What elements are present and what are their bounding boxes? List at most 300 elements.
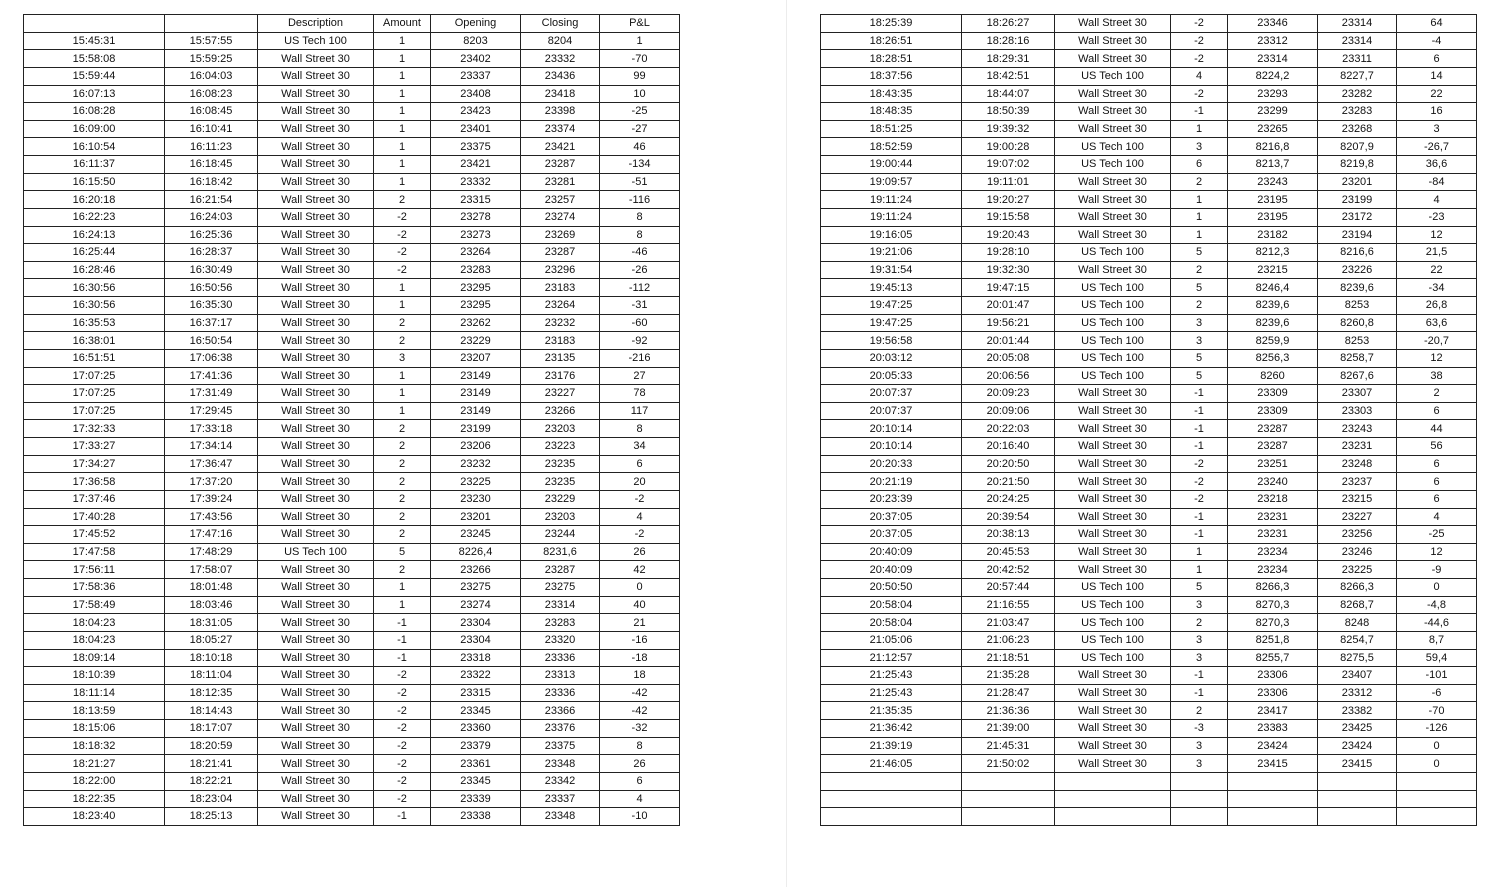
table-row bbox=[821, 138, 1477, 156]
table-row bbox=[24, 402, 680, 420]
opening-cell: 23401 bbox=[431, 120, 521, 138]
open-time-cell: 16:10:54 bbox=[24, 138, 165, 156]
opening-cell: 23231 bbox=[1228, 526, 1318, 544]
open-time-cell: 16:08:28 bbox=[24, 103, 165, 121]
amount-cell: -2 bbox=[374, 720, 431, 738]
table-row bbox=[24, 561, 680, 579]
amount-cell: -1 bbox=[1171, 103, 1228, 121]
description-cell: Wall Street 30 bbox=[258, 702, 374, 720]
open-time-cell: 17:58:49 bbox=[24, 596, 165, 614]
opening-cell: 8213,7 bbox=[1228, 156, 1318, 174]
amount-cell: 1 bbox=[1171, 226, 1228, 244]
close-time-cell: 19:32:30 bbox=[962, 261, 1055, 279]
closing-cell: 23436 bbox=[521, 67, 600, 85]
amount-cell: 2 bbox=[1171, 297, 1228, 315]
left-trades-table bbox=[23, 14, 680, 826]
opening-cell: 23402 bbox=[431, 50, 521, 68]
opening-cell: 23379 bbox=[431, 737, 521, 755]
close-time-cell: 17:47:16 bbox=[165, 526, 258, 544]
table-row bbox=[24, 50, 680, 68]
opening-cell: 23199 bbox=[431, 420, 521, 438]
amount-cell: 2 bbox=[374, 473, 431, 491]
closing-cell: 8266,3 bbox=[1318, 579, 1397, 597]
pnl-cell: 38 bbox=[1397, 367, 1477, 385]
description-cell: Wall Street 30 bbox=[258, 156, 374, 174]
open-time-cell: 18:48:35 bbox=[821, 103, 962, 121]
pnl-cell: -126 bbox=[1397, 720, 1477, 738]
opening-cell: 23275 bbox=[431, 579, 521, 597]
pnl-cell: -134 bbox=[600, 156, 680, 174]
table-row bbox=[24, 191, 680, 209]
close-time-cell: 16:25:36 bbox=[165, 226, 258, 244]
opening-cell: 23234 bbox=[1228, 543, 1318, 561]
close-time-cell: 19:28:10 bbox=[962, 244, 1055, 262]
open-time-cell: 19:21:06 bbox=[821, 244, 962, 262]
page-divider bbox=[786, 0, 787, 887]
open-time-cell: 18:18:32 bbox=[24, 737, 165, 755]
amount-cell: 2 bbox=[374, 191, 431, 209]
open-time-cell: 19:09:57 bbox=[821, 173, 962, 191]
pnl-cell: 56 bbox=[1397, 438, 1477, 456]
description-cell: Wall Street 30 bbox=[258, 561, 374, 579]
closing-cell: 8239,6 bbox=[1318, 279, 1397, 297]
open-time-cell: 17:34:27 bbox=[24, 455, 165, 473]
closing-cell: 8253 bbox=[1318, 332, 1397, 350]
close-time-cell: 19:00:28 bbox=[962, 138, 1055, 156]
pnl-cell: 36,6 bbox=[1397, 156, 1477, 174]
table-row bbox=[821, 543, 1477, 561]
description-cell: Wall Street 30 bbox=[1055, 543, 1171, 561]
close-time-cell: 18:21:41 bbox=[165, 755, 258, 773]
closing-cell: 23235 bbox=[521, 473, 600, 491]
table-row bbox=[24, 684, 680, 702]
amount-cell: 1 bbox=[374, 103, 431, 121]
closing-cell: 23348 bbox=[521, 755, 600, 773]
open-time-cell: 15:45:31 bbox=[24, 32, 165, 50]
amount-cell: -2 bbox=[374, 790, 431, 808]
close-time-cell: 16:35:30 bbox=[165, 297, 258, 315]
close-time-cell: 18:17:07 bbox=[165, 720, 258, 738]
open-time-cell: 21:35:35 bbox=[821, 702, 962, 720]
pnl-cell: 0 bbox=[600, 579, 680, 597]
open-time-cell: 16:51:51 bbox=[24, 349, 165, 367]
closing-cell: 8254,7 bbox=[1318, 631, 1397, 649]
closing-cell: 23424 bbox=[1318, 737, 1397, 755]
close-time-cell: 18:10:18 bbox=[165, 649, 258, 667]
opening-cell: 23318 bbox=[431, 649, 521, 667]
description-cell: Wall Street 30 bbox=[258, 737, 374, 755]
closing-cell: 23336 bbox=[521, 684, 600, 702]
open-time-cell: 16:24:13 bbox=[24, 226, 165, 244]
closing-cell: 23183 bbox=[521, 332, 600, 350]
pnl-cell: 22 bbox=[1397, 85, 1477, 103]
pnl-cell: -116 bbox=[600, 191, 680, 209]
close-time-cell: 19:20:27 bbox=[962, 191, 1055, 209]
open-time-cell: 18:52:59 bbox=[821, 138, 962, 156]
pnl-cell: -112 bbox=[600, 279, 680, 297]
open-time-cell: 18:25:39 bbox=[821, 15, 962, 33]
table-row bbox=[821, 332, 1477, 350]
table-row bbox=[821, 631, 1477, 649]
amount-cell: 3 bbox=[374, 349, 431, 367]
opening-cell: 23423 bbox=[431, 103, 521, 121]
pnl-cell: 40 bbox=[600, 596, 680, 614]
amount-cell: 1 bbox=[374, 50, 431, 68]
closing-cell: 23248 bbox=[1318, 455, 1397, 473]
pnl-cell: 4 bbox=[600, 790, 680, 808]
closing-cell: 23375 bbox=[521, 737, 600, 755]
closing-cell bbox=[1318, 790, 1397, 808]
amount-cell: 3 bbox=[1171, 596, 1228, 614]
closing-cell: 8207,9 bbox=[1318, 138, 1397, 156]
closing-cell: 23296 bbox=[521, 261, 600, 279]
closing-cell bbox=[1318, 808, 1397, 826]
table-row bbox=[821, 596, 1477, 614]
closing-cell: 23243 bbox=[1318, 420, 1397, 438]
amount-cell: -2 bbox=[374, 261, 431, 279]
opening-cell bbox=[1228, 772, 1318, 790]
open-time-cell: 16:25:44 bbox=[24, 244, 165, 262]
description-cell: Wall Street 30 bbox=[258, 244, 374, 262]
table-row bbox=[24, 208, 680, 226]
table-row bbox=[821, 702, 1477, 720]
closing-cell: 23314 bbox=[521, 596, 600, 614]
description-cell: Wall Street 30 bbox=[258, 208, 374, 226]
pnl-cell: 46 bbox=[600, 138, 680, 156]
description-cell: Wall Street 30 bbox=[1055, 737, 1171, 755]
open-time-cell: 16:07:13 bbox=[24, 85, 165, 103]
close-time-cell: 20:21:50 bbox=[962, 473, 1055, 491]
close-time-cell: 19:11:01 bbox=[962, 173, 1055, 191]
pnl-cell: -101 bbox=[1397, 667, 1477, 685]
pnl-cell: -42 bbox=[600, 702, 680, 720]
table-row bbox=[821, 579, 1477, 597]
opening-cell: 23283 bbox=[431, 261, 521, 279]
opening-cell: 23309 bbox=[1228, 385, 1318, 403]
opening-cell: 8270,3 bbox=[1228, 596, 1318, 614]
pnl-cell: 3 bbox=[1397, 120, 1477, 138]
close-time-cell: 20:20:50 bbox=[962, 455, 1055, 473]
description-cell: US Tech 100 bbox=[1055, 332, 1171, 350]
table-row bbox=[821, 15, 1477, 33]
description-cell: Wall Street 30 bbox=[258, 120, 374, 138]
table-row bbox=[821, 684, 1477, 702]
pnl-cell: 6 bbox=[600, 455, 680, 473]
pnl-cell: 12 bbox=[1397, 349, 1477, 367]
close-time-cell: 20:01:44 bbox=[962, 332, 1055, 350]
table-row bbox=[821, 50, 1477, 68]
open-time-cell: 20:50:50 bbox=[821, 579, 962, 597]
closing-cell: 23203 bbox=[521, 420, 600, 438]
table-row bbox=[24, 543, 680, 561]
close-time-cell: 18:20:59 bbox=[165, 737, 258, 755]
table-row bbox=[821, 244, 1477, 262]
description-cell: Wall Street 30 bbox=[1055, 191, 1171, 209]
closing-cell: 23237 bbox=[1318, 473, 1397, 491]
open-time-cell: 18:43:35 bbox=[821, 85, 962, 103]
closing-cell: 8231,6 bbox=[521, 543, 600, 561]
close-time-cell: 18:25:13 bbox=[165, 808, 258, 826]
amount-cell: 1 bbox=[374, 385, 431, 403]
pnl-cell: -70 bbox=[600, 50, 680, 68]
table-row bbox=[24, 649, 680, 667]
opening-cell: 23273 bbox=[431, 226, 521, 244]
close-time-cell: 17:31:49 bbox=[165, 385, 258, 403]
header-description: Description bbox=[258, 15, 374, 33]
amount-cell: 1 bbox=[374, 297, 431, 315]
table-row bbox=[24, 367, 680, 385]
close-time-cell: 18:11:04 bbox=[165, 667, 258, 685]
opening-cell: 23215 bbox=[1228, 261, 1318, 279]
amount-cell: 1 bbox=[374, 279, 431, 297]
pnl-cell: 6 bbox=[1397, 402, 1477, 420]
description-cell: Wall Street 30 bbox=[258, 579, 374, 597]
pnl-cell: 0 bbox=[1397, 755, 1477, 773]
close-time-cell: 20:22:03 bbox=[962, 420, 1055, 438]
header-closing: Closing bbox=[521, 15, 600, 33]
amount-cell: -1 bbox=[374, 649, 431, 667]
closing-cell: 23194 bbox=[1318, 226, 1397, 244]
pnl-cell: 6 bbox=[1397, 473, 1477, 491]
open-time-cell: 20:21:19 bbox=[821, 473, 962, 491]
open-time-cell: 16:22:23 bbox=[24, 208, 165, 226]
amount-cell: -2 bbox=[374, 737, 431, 755]
description-cell: Wall Street 30 bbox=[1055, 684, 1171, 702]
open-time-cell: 17:07:25 bbox=[24, 367, 165, 385]
opening-cell: 8212,3 bbox=[1228, 244, 1318, 262]
table-row bbox=[24, 702, 680, 720]
close-time-cell: 21:36:36 bbox=[962, 702, 1055, 720]
description-cell: US Tech 100 bbox=[1055, 367, 1171, 385]
table-row bbox=[24, 455, 680, 473]
amount-cell: 2 bbox=[374, 526, 431, 544]
close-time-cell: 18:12:35 bbox=[165, 684, 258, 702]
pnl-cell: -46 bbox=[600, 244, 680, 262]
description-cell bbox=[1055, 790, 1171, 808]
closing-cell: 23376 bbox=[521, 720, 600, 738]
open-time-cell: 20:07:37 bbox=[821, 385, 962, 403]
close-time-cell: 16:37:17 bbox=[165, 314, 258, 332]
pnl-cell: -60 bbox=[600, 314, 680, 332]
amount-cell: 2 bbox=[1171, 614, 1228, 632]
amount-cell: -2 bbox=[1171, 473, 1228, 491]
closing-cell: 23203 bbox=[521, 508, 600, 526]
closing-cell: 23227 bbox=[1318, 508, 1397, 526]
opening-cell: 23207 bbox=[431, 349, 521, 367]
description-cell: Wall Street 30 bbox=[258, 191, 374, 209]
opening-cell: 8246,4 bbox=[1228, 279, 1318, 297]
amount-cell: 2 bbox=[374, 508, 431, 526]
table-row bbox=[24, 67, 680, 85]
table-row bbox=[24, 667, 680, 685]
amount-cell: 1 bbox=[374, 156, 431, 174]
open-time-cell: 19:45:13 bbox=[821, 279, 962, 297]
open-time-cell: 19:11:24 bbox=[821, 191, 962, 209]
table-row bbox=[24, 473, 680, 491]
amount-cell: -1 bbox=[1171, 420, 1228, 438]
opening-cell: 23322 bbox=[431, 667, 521, 685]
pnl-cell: -51 bbox=[600, 173, 680, 191]
amount-cell: 1 bbox=[374, 32, 431, 50]
closing-cell: 8275,5 bbox=[1318, 649, 1397, 667]
description-cell: Wall Street 30 bbox=[258, 314, 374, 332]
pnl-cell: 12 bbox=[1397, 543, 1477, 561]
description-cell: US Tech 100 bbox=[1055, 244, 1171, 262]
closing-cell: 23374 bbox=[521, 120, 600, 138]
description-cell: Wall Street 30 bbox=[1055, 226, 1171, 244]
opening-cell: 8251,8 bbox=[1228, 631, 1318, 649]
closing-cell: 23215 bbox=[1318, 490, 1397, 508]
amount-cell bbox=[1171, 808, 1228, 826]
amount-cell: 3 bbox=[1171, 737, 1228, 755]
pnl-cell: 1 bbox=[600, 32, 680, 50]
open-time-cell: 20:40:09 bbox=[821, 561, 962, 579]
pnl-cell: 21 bbox=[600, 614, 680, 632]
description-cell: Wall Street 30 bbox=[258, 85, 374, 103]
amount-cell: 1 bbox=[374, 596, 431, 614]
opening-cell: 23218 bbox=[1228, 490, 1318, 508]
close-time-cell: 17:43:56 bbox=[165, 508, 258, 526]
opening-cell: 8216,8 bbox=[1228, 138, 1318, 156]
amount-cell: -1 bbox=[1171, 385, 1228, 403]
table-row bbox=[24, 226, 680, 244]
description-cell: Wall Street 30 bbox=[1055, 720, 1171, 738]
description-cell: Wall Street 30 bbox=[1055, 15, 1171, 33]
pnl-cell: -27 bbox=[600, 120, 680, 138]
pnl-cell: -9 bbox=[1397, 561, 1477, 579]
close-time-cell: 17:36:47 bbox=[165, 455, 258, 473]
closing-cell: 8258,7 bbox=[1318, 349, 1397, 367]
open-time-cell: 18:21:27 bbox=[24, 755, 165, 773]
opening-cell: 23287 bbox=[1228, 438, 1318, 456]
description-cell: US Tech 100 bbox=[1055, 67, 1171, 85]
opening-cell: 8239,6 bbox=[1228, 314, 1318, 332]
closing-cell: 23398 bbox=[521, 103, 600, 121]
close-time-cell: 18:23:04 bbox=[165, 790, 258, 808]
description-cell: Wall Street 30 bbox=[1055, 261, 1171, 279]
description-cell: US Tech 100 bbox=[1055, 349, 1171, 367]
table-row bbox=[821, 772, 1477, 790]
amount-cell bbox=[1171, 772, 1228, 790]
table-row bbox=[821, 614, 1477, 632]
table-row bbox=[821, 508, 1477, 526]
opening-cell: 23293 bbox=[1228, 85, 1318, 103]
pnl-cell bbox=[1397, 772, 1477, 790]
pnl-cell: 4 bbox=[600, 508, 680, 526]
description-cell: Wall Street 30 bbox=[258, 490, 374, 508]
closing-cell: 23246 bbox=[1318, 543, 1397, 561]
description-cell: Wall Street 30 bbox=[258, 420, 374, 438]
closing-cell: 23314 bbox=[1318, 32, 1397, 50]
opening-cell: 23201 bbox=[431, 508, 521, 526]
closing-cell: 23227 bbox=[521, 385, 600, 403]
amount-cell: 3 bbox=[1171, 649, 1228, 667]
amount-cell: 1 bbox=[374, 579, 431, 597]
amount-cell: -1 bbox=[374, 614, 431, 632]
description-cell: Wall Street 30 bbox=[1055, 490, 1171, 508]
close-time-cell: 19:15:58 bbox=[962, 208, 1055, 226]
opening-cell: 23195 bbox=[1228, 208, 1318, 226]
close-time-cell: 21:18:51 bbox=[962, 649, 1055, 667]
amount-cell: 3 bbox=[1171, 332, 1228, 350]
pnl-cell: -32 bbox=[600, 720, 680, 738]
closing-cell: 23287 bbox=[521, 561, 600, 579]
opening-cell: 23149 bbox=[431, 402, 521, 420]
pnl-cell: -6 bbox=[1397, 684, 1477, 702]
open-time-cell: 16:20:18 bbox=[24, 191, 165, 209]
opening-cell: 23304 bbox=[431, 631, 521, 649]
close-time-cell: 17:06:38 bbox=[165, 349, 258, 367]
closing-cell: 23235 bbox=[521, 455, 600, 473]
description-cell: Wall Street 30 bbox=[258, 173, 374, 191]
closing-cell: 23311 bbox=[1318, 50, 1397, 68]
close-time-cell: 21:28:47 bbox=[962, 684, 1055, 702]
description-cell: Wall Street 30 bbox=[258, 614, 374, 632]
open-time-cell: 20:37:05 bbox=[821, 508, 962, 526]
open-time-cell: 19:56:58 bbox=[821, 332, 962, 350]
description-cell: Wall Street 30 bbox=[1055, 526, 1171, 544]
open-time-cell: 20:37:05 bbox=[821, 526, 962, 544]
open-time-cell: 19:00:44 bbox=[821, 156, 962, 174]
table-row bbox=[24, 790, 680, 808]
description-cell: US Tech 100 bbox=[1055, 649, 1171, 667]
closing-cell: 23283 bbox=[521, 614, 600, 632]
closing-cell: 23223 bbox=[521, 438, 600, 456]
pnl-cell: 59,4 bbox=[1397, 649, 1477, 667]
table-row bbox=[24, 173, 680, 191]
close-time-cell: 16:08:23 bbox=[165, 85, 258, 103]
opening-cell: 23232 bbox=[431, 455, 521, 473]
header-row bbox=[24, 15, 680, 33]
open-time-cell bbox=[821, 808, 962, 826]
amount-cell: 1 bbox=[1171, 208, 1228, 226]
amount-cell: 1 bbox=[374, 367, 431, 385]
closing-cell: 23266 bbox=[521, 402, 600, 420]
close-time-cell: 18:26:27 bbox=[962, 15, 1055, 33]
opening-cell: 23339 bbox=[431, 790, 521, 808]
opening-cell: 23206 bbox=[431, 438, 521, 456]
pnl-cell: 8 bbox=[600, 737, 680, 755]
close-time-cell: 16:21:54 bbox=[165, 191, 258, 209]
pnl-cell: 4 bbox=[1397, 191, 1477, 209]
description-cell: Wall Street 30 bbox=[258, 473, 374, 491]
pnl-cell: 20 bbox=[600, 473, 680, 491]
pnl-cell bbox=[1397, 808, 1477, 826]
closing-cell: 8204 bbox=[521, 32, 600, 50]
pnl-cell: 10 bbox=[600, 85, 680, 103]
open-time-cell: 18:23:40 bbox=[24, 808, 165, 826]
pnl-cell: -25 bbox=[600, 103, 680, 121]
open-time-cell: 21:12:57 bbox=[821, 649, 962, 667]
header-pnl: P&L bbox=[600, 15, 680, 33]
amount-cell: 1 bbox=[374, 402, 431, 420]
table-row bbox=[821, 120, 1477, 138]
amount-cell: 5 bbox=[1171, 279, 1228, 297]
opening-cell: 23295 bbox=[431, 297, 521, 315]
opening-cell: 23225 bbox=[431, 473, 521, 491]
amount-cell: 1 bbox=[374, 67, 431, 85]
open-time-cell: 21:46:05 bbox=[821, 755, 962, 773]
table-row bbox=[821, 261, 1477, 279]
closing-cell: 23172 bbox=[1318, 208, 1397, 226]
pnl-cell: -16 bbox=[600, 631, 680, 649]
pnl-cell: 6 bbox=[1397, 50, 1477, 68]
opening-cell: 23231 bbox=[1228, 508, 1318, 526]
closing-cell: 23268 bbox=[1318, 120, 1397, 138]
amount-cell: 3 bbox=[1171, 138, 1228, 156]
table-row bbox=[821, 438, 1477, 456]
table-row bbox=[821, 808, 1477, 826]
